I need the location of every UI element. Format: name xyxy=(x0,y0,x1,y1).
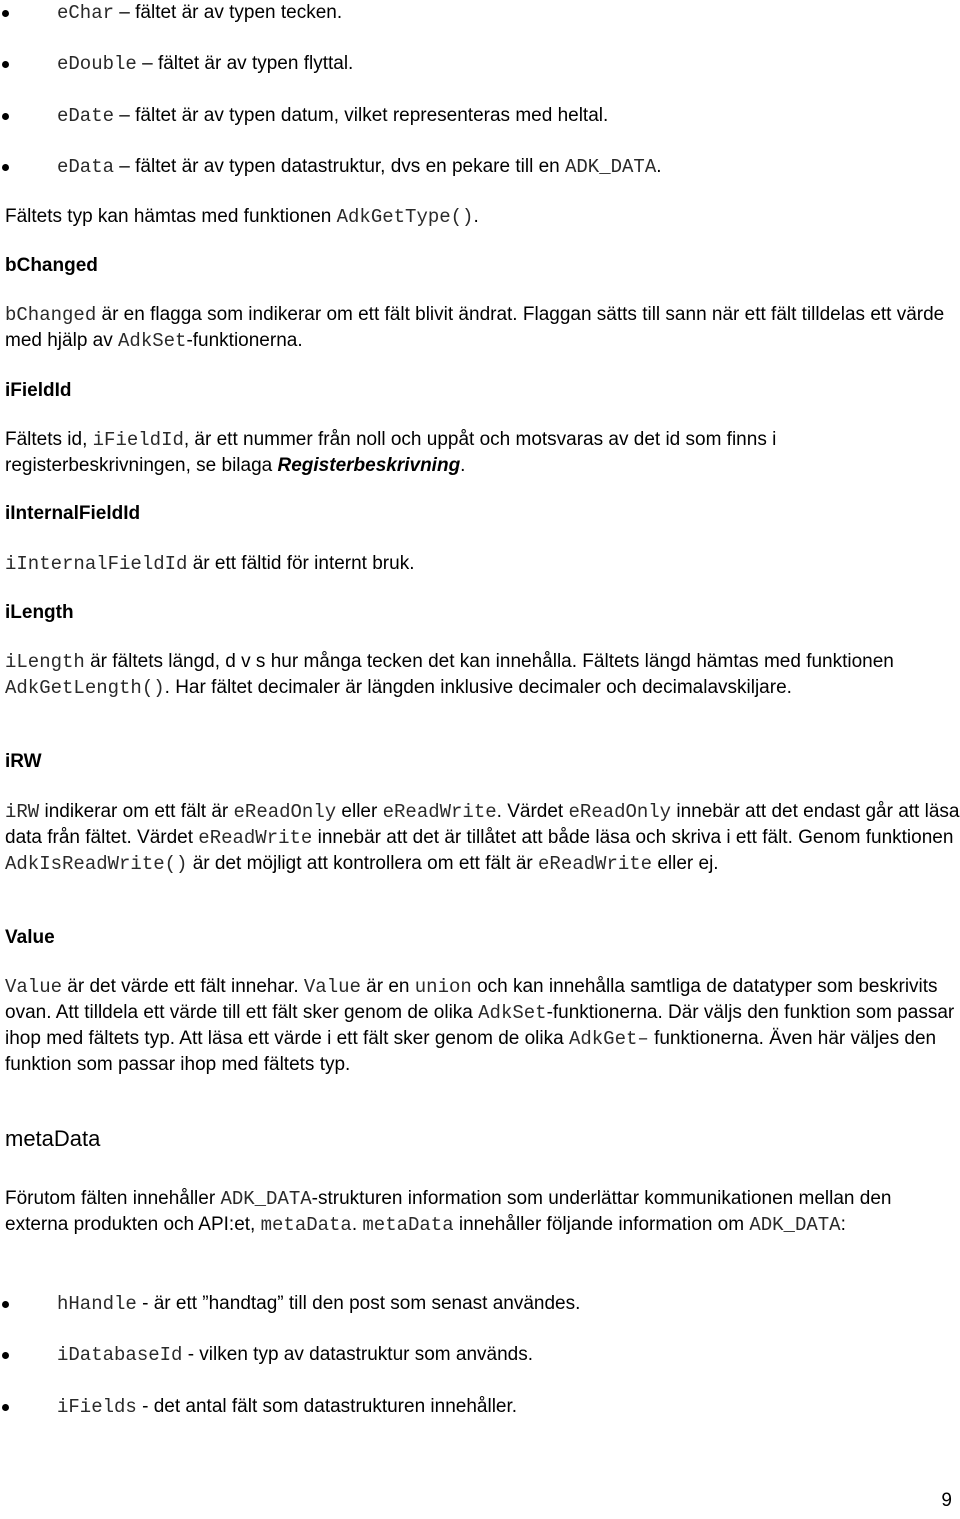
paragraph-text: Fältets id, xyxy=(5,429,93,450)
code-term: AdkSet xyxy=(118,330,187,352)
code-term: AdkGetType() xyxy=(336,206,474,228)
paragraph-text: . Värdet xyxy=(496,801,569,822)
code-term: eData xyxy=(57,156,115,178)
code-term: iInternalFieldId xyxy=(5,553,188,575)
bullet-icon xyxy=(2,164,9,171)
bullet-icon xyxy=(2,1301,9,1308)
list-item-text: – fältet är av typen datastruktur, dvs en pekare till en xyxy=(114,156,565,177)
paragraph-text: -strukturen information som underlättar kommunikationen mellan den externa produkten och API:et, xyxy=(5,1188,892,1235)
code-term: AdkIsReadWrite() xyxy=(5,853,188,875)
bullet-icon xyxy=(2,1404,9,1411)
code-term: iRW xyxy=(5,801,40,823)
paragraph-text: innehåller följande information om xyxy=(453,1214,750,1235)
code-term: eReadOnly xyxy=(568,801,672,823)
paragraph-text: indikerar om ett fält är xyxy=(39,801,234,822)
list-item-text: – fältet är av typen tecken. xyxy=(114,2,343,23)
code-term: bChanged xyxy=(5,304,97,326)
paragraph-text: och kan innehålla samtliga de datatyper som beskrivits ovan. Att tilldela ett värde till ett fält sker genom de olika xyxy=(5,976,938,1023)
paragraph-ifieldid xyxy=(5,427,960,479)
paragraph-text: -funktionerna. Där väljs den funktion som passar ihop med fältets typ. Att läsa ett värde i ett fält sker genom de olika xyxy=(5,1002,955,1049)
punctuation: . xyxy=(656,156,662,177)
list-item-text: – fältet är av typen flyttal. xyxy=(136,53,354,74)
paragraph-iinternalfieldid xyxy=(5,551,960,577)
paragraph-bchanged xyxy=(5,302,960,354)
code-term: AdkGetLength() xyxy=(5,677,165,699)
punctuation: . xyxy=(351,1214,363,1235)
code-term: hHandle xyxy=(57,1293,137,1315)
section-heading-value: Value xyxy=(5,927,55,948)
paragraph-text: , är ett nummer från noll och uppåt och motsvaras av det id som finns i registerbeskrivningen, se bilaga xyxy=(5,429,777,476)
paragraph-text: eller xyxy=(336,801,383,822)
code-term: ADK_DATA xyxy=(565,156,657,178)
paragraph-text: Förutom fälten innehåller xyxy=(5,1188,221,1209)
code-term: iFieldId xyxy=(92,429,184,451)
paragraph-text: är fältets längd, d v s hur många tecken det kan innehålla. Fältets längd hämtas med funktionen xyxy=(84,651,894,672)
code-term: ADK_DATA xyxy=(749,1214,841,1236)
code-term: eReadWrite xyxy=(198,827,313,849)
bullet-icon xyxy=(2,61,9,68)
paragraph-text: Fältets typ kan hämtas med funktionen xyxy=(5,206,337,227)
code-term: metaData xyxy=(260,1214,352,1236)
code-term: Value xyxy=(5,976,63,998)
code-term: Value xyxy=(303,976,361,998)
code-term: ADK_DATA xyxy=(220,1188,312,1210)
paragraph-text: är en flagga som indikerar om ett fält blivit ändrat. Flaggan sätts till sann när ett fält tilldelas ett värde med hjälp av xyxy=(5,304,945,351)
punctuation: . xyxy=(460,455,466,476)
code-term: eReadWrite xyxy=(382,801,497,823)
bullet-icon xyxy=(2,1352,9,1359)
section-heading-irw: iRW xyxy=(5,751,42,772)
bullet-icon xyxy=(2,10,9,17)
section-heading-iinternalfieldid: iInternalFieldId xyxy=(5,503,141,524)
paragraph-text: eller ej. xyxy=(652,853,719,874)
code-term: iDatabaseId xyxy=(57,1344,183,1366)
section-heading-ilength: iLength xyxy=(5,602,74,623)
page-number: 9 xyxy=(941,1490,952,1511)
emphasis-term: Registerbeskrivning xyxy=(277,455,461,476)
section-heading-bchanged: bChanged xyxy=(5,255,98,276)
paragraph-text: innebär att det endast går att läsa data från fältet. Värdet xyxy=(5,801,960,848)
paragraph-text: funktionerna. Även här väljes den funktion som passar ihop med fältets typ. xyxy=(5,1028,937,1075)
punctuation: : xyxy=(840,1214,846,1235)
code-term: iFields xyxy=(57,1396,137,1418)
code-term: union xyxy=(414,976,472,998)
paragraph-metadata xyxy=(5,1186,960,1238)
list-item-text: - det antal fält som datastrukturen innehåller. xyxy=(136,1396,518,1417)
paragraph-type xyxy=(5,204,960,230)
code-term: AdkGet– xyxy=(568,1028,649,1050)
section-heading-metadata: metaData xyxy=(5,1126,101,1151)
paragraph-value xyxy=(5,974,960,1078)
list-item-text: - är ett ”handtag” till den post som senast användes. xyxy=(136,1293,581,1314)
code-term: eChar xyxy=(57,2,115,24)
paragraph-text: är ett fältid för internt bruk. xyxy=(187,553,415,574)
punctuation: . xyxy=(473,206,479,227)
paragraph-text: . Har fältet decimaler är längden inklusive decimaler och decimalavskiljare. xyxy=(164,677,792,698)
code-term: eDate xyxy=(57,105,115,127)
paragraph-irw xyxy=(5,799,960,877)
paragraph-text: är det möjligt att kontrollera om ett fält är xyxy=(187,853,539,874)
code-term: iLength xyxy=(5,651,85,673)
list-item-text: - vilken typ av datastruktur som används. xyxy=(182,1344,534,1365)
paragraph-text: är det värde ett fält innehar. xyxy=(62,976,304,997)
code-term: eReadWrite xyxy=(538,853,653,875)
paragraph-text: -funktionerna. xyxy=(186,330,303,351)
paragraph-text: innebär att det är tillåtet att både läsa och skriva i ett fält. Genom funktionen xyxy=(312,827,954,848)
code-term: eReadOnly xyxy=(233,801,337,823)
code-term: AdkSet xyxy=(478,1002,547,1024)
paragraph-text: är en xyxy=(360,976,415,997)
bullet-icon xyxy=(2,113,9,120)
code-term: eDouble xyxy=(57,53,137,75)
code-term: metaData xyxy=(362,1214,454,1236)
list-item-text: – fältet är av typen datum, vilket representeras med heltal. xyxy=(114,105,609,126)
paragraph-ilength xyxy=(5,649,960,701)
section-heading-ifieldid: iFieldId xyxy=(5,380,72,401)
